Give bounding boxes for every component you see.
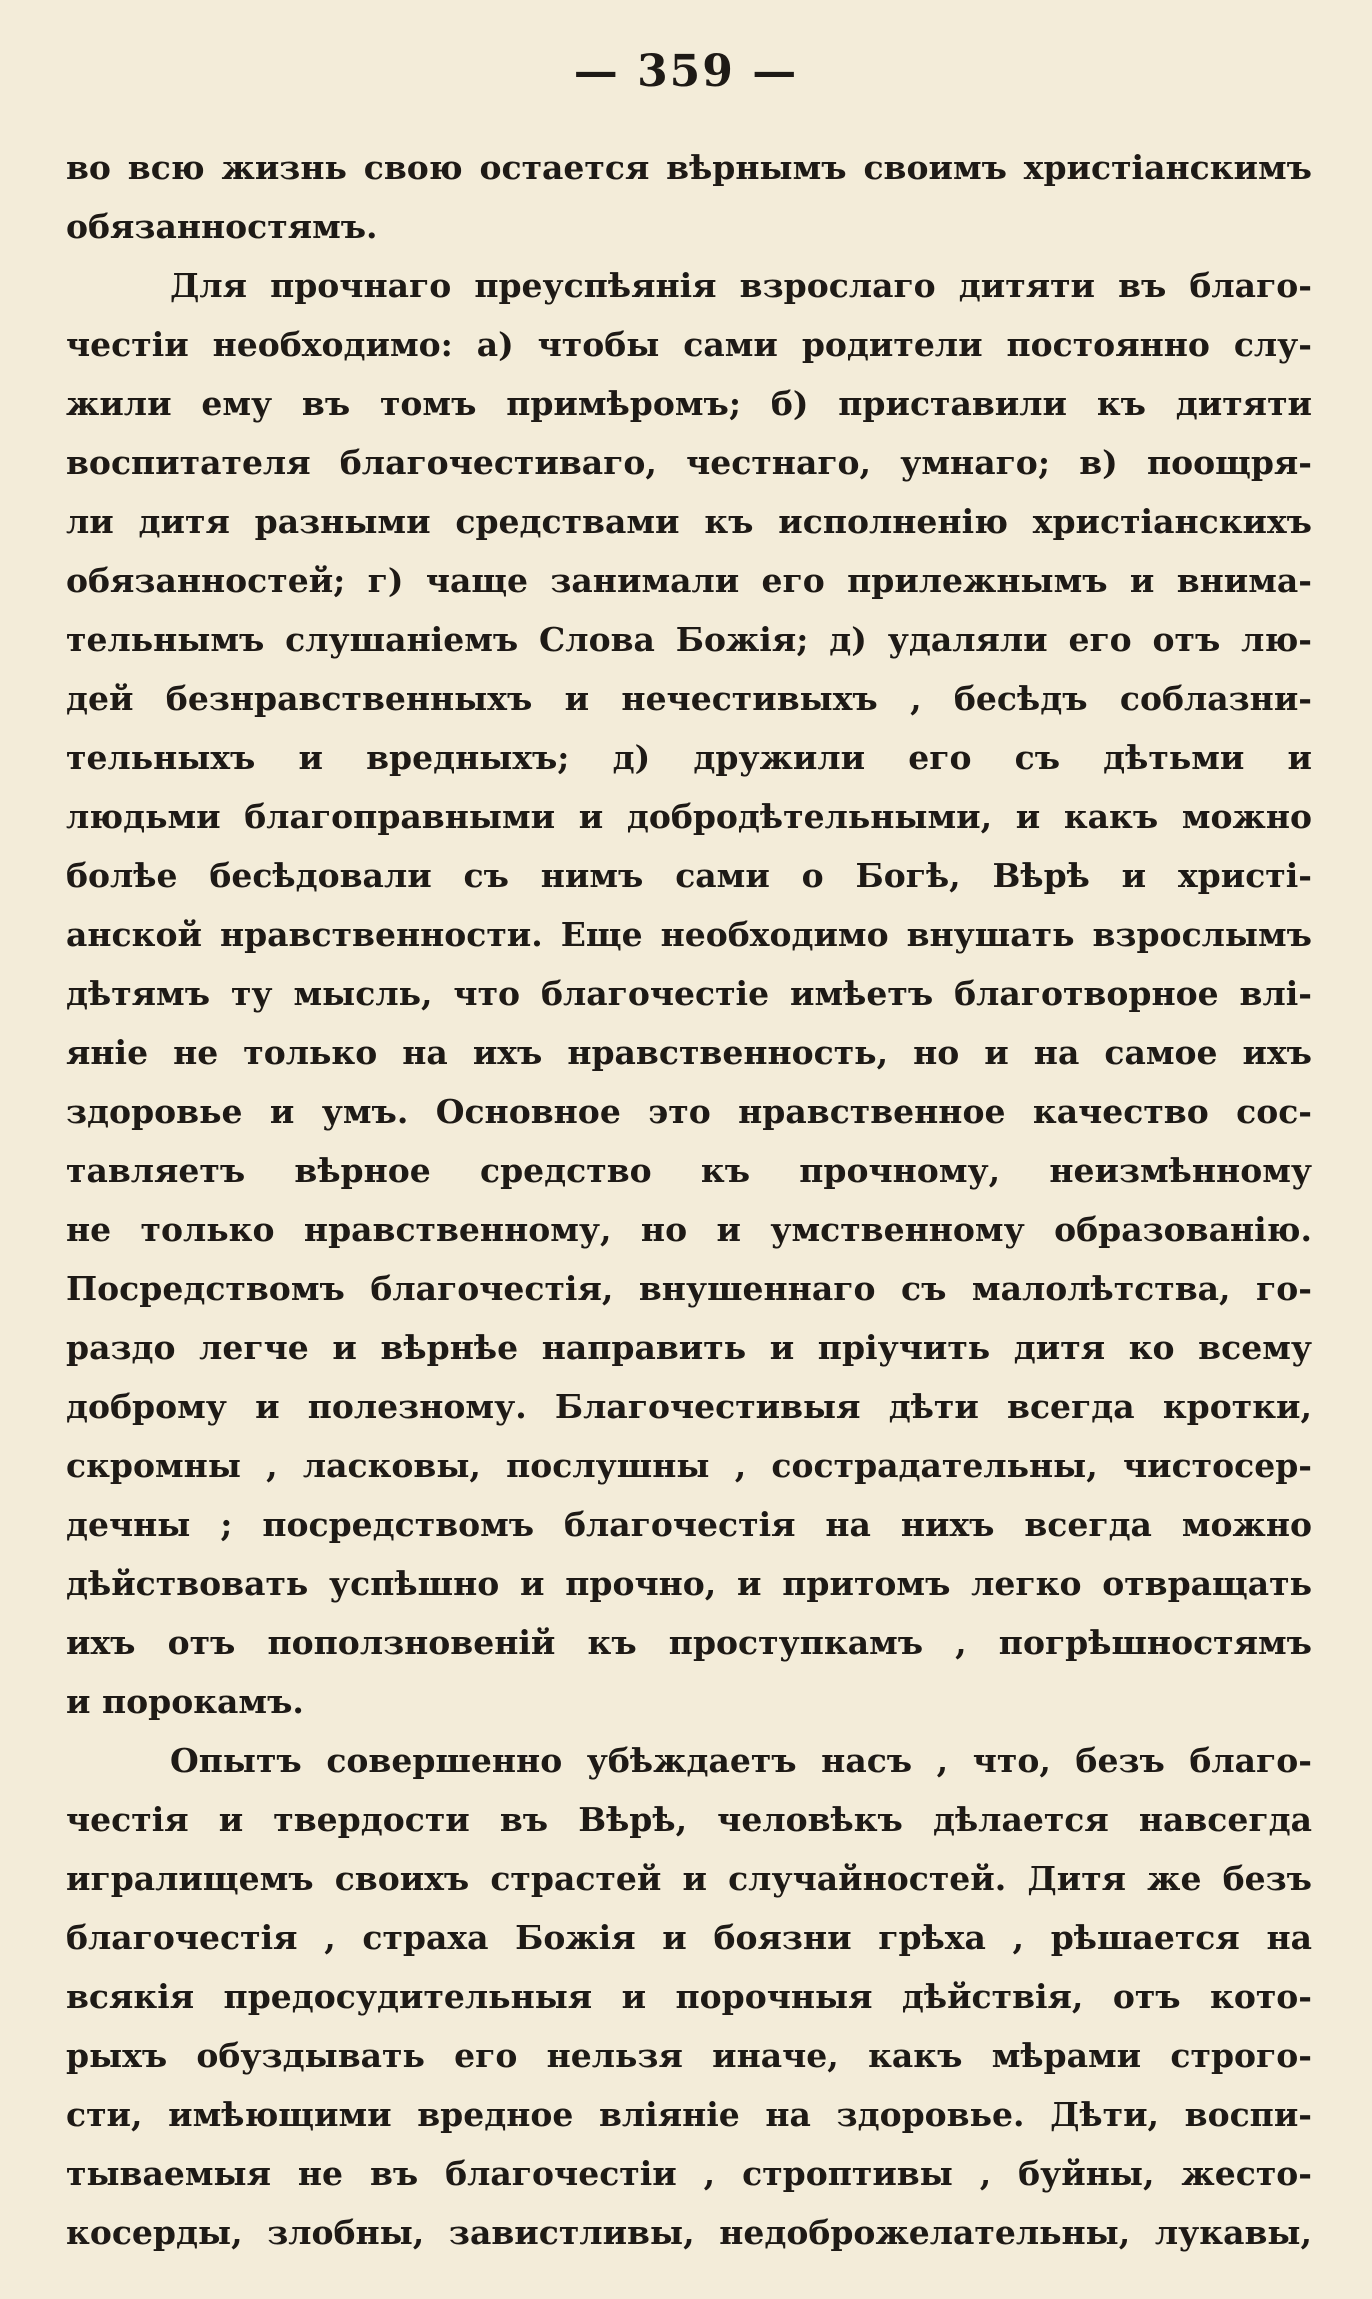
text-line: честія и твердости въ Вѣрѣ, человѣкъ дѣлается навсегда	[66, 1800, 1312, 1839]
text-line: тельнымъ слушаніемъ Слова Божія; д) удаляли его отъ лю-	[66, 620, 1312, 659]
text-line: яніе не только на ихъ нравственность, но и на самое ихъ	[66, 1033, 1312, 1072]
text-line: дѣтямъ ту мысль, что благочестіе имѣетъ благотворное влі-	[66, 974, 1312, 1013]
text-line: Для прочнаго преуспѣянія взрослаго дитяти въ благо-	[170, 266, 1312, 305]
text-line: сти, имѣющими вредное вліяніе на здоровье. Дѣти, воспи-	[66, 2095, 1312, 2134]
text-line: благочестія , страха Божія и боязни грѣха , рѣшается на	[66, 1918, 1312, 1957]
text-line: игралищемъ своихъ страстей и случайностей. Дитя же безъ	[66, 1859, 1312, 1898]
text-line: тываемыя не въ благочестіи , строптивы , буйны, жесто-	[66, 2154, 1312, 2193]
text-line: анской нравственности. Еще необходимо внушать взрослымъ	[66, 915, 1312, 954]
page-number: — 359 —	[573, 46, 799, 97]
text-line: во всю жизнь свою остается вѣрнымъ своимъ христіанскимъ	[66, 148, 1312, 187]
text-line: жили ему въ томъ примѣромъ; б) приставили къ дитяти	[66, 384, 1312, 423]
text-line: ихъ отъ поползновеній къ проступкамъ , погрѣшностямъ	[66, 1623, 1312, 1662]
text-line: обязанностямъ.	[66, 207, 378, 246]
text-line: честіи необходимо: а) чтобы сами родители постоянно слу-	[66, 325, 1312, 364]
text-line: ли дитя разными средствами къ исполненію христіанскихъ	[66, 502, 1312, 541]
text-line: доброму и полезному. Благочестивыя дѣти всегда кротки,	[66, 1387, 1312, 1426]
text-line: тельныхъ и вредныхъ; д) дружили его съ дѣтьми и	[66, 738, 1312, 777]
text-line: болѣе бесѣдовали съ нимъ сами о Богѣ, Вѣрѣ и христі-	[66, 856, 1312, 895]
text-line: дей безнравственныхъ и нечестивыхъ , бесѣдъ соблазни-	[66, 679, 1312, 718]
text-line: Опытъ совершенно убѣждаетъ насъ , что, безъ благо-	[170, 1741, 1312, 1780]
text-line: рыхъ обуздывать его нельзя иначе, какъ мѣрами строго-	[66, 2036, 1312, 2075]
text-line: скромны , ласковы, послушны , сострадательны, чистосер-	[66, 1446, 1312, 1485]
text-line: косерды, злобны, завистливы, недоброжелательны, лукавы,	[66, 2213, 1312, 2252]
text-line: Посредствомъ благочестія, внушеннаго съ малолѣтства, го-	[66, 1269, 1312, 1308]
text-line: раздо легче и вѣрнѣе направить и пріучить дитя ко всему	[66, 1328, 1312, 1367]
text-line: и порокамъ.	[66, 1682, 304, 1721]
text-line: дѣйствовать успѣшно и прочно, и притомъ легко отвращать	[66, 1564, 1312, 1603]
text-line: людьми благоправными и добродѣтельными, и какъ можно	[66, 797, 1312, 836]
body-text	[66, 138, 1312, 2262]
text-line: всякія предосудительныя и порочныя дѣйствія, отъ кото-	[66, 1977, 1312, 2016]
text-line: тавляетъ вѣрное средство къ прочному, неизмѣнному	[66, 1151, 1312, 1190]
text-line: не только нравственному, но и умственному образованію.	[66, 1210, 1312, 1249]
text-line: дечны ; посредствомъ благочестія на нихъ всегда можно	[66, 1505, 1312, 1544]
text-line: воспитателя благочестиваго, честнаго, умнаго; в) поощря-	[66, 443, 1312, 482]
text-line: обязанностей; г) чаще занимали его прилежнымъ и внима-	[66, 561, 1312, 600]
text-line: здоровье и умъ. Основное это нравственное качество сос-	[66, 1092, 1312, 1131]
